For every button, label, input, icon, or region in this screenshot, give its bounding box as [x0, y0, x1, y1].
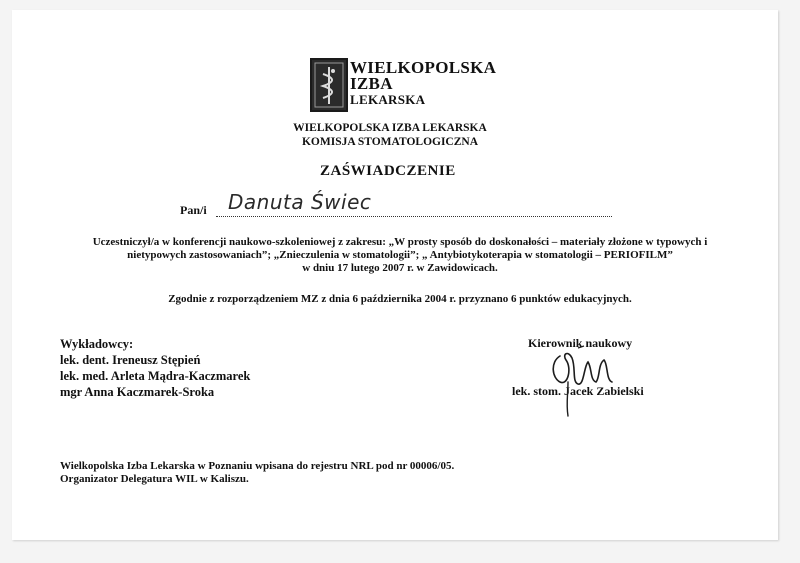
recipient-dotted-line — [216, 215, 612, 217]
footer-line-2: Organizator Delegatura WIL w Kaliszu. — [60, 473, 249, 485]
recipient-name-handwritten: Danuta Świec — [228, 190, 372, 214]
body-line-3: w dniu 17 lutego 2007 r. w Zawidowicach. — [302, 262, 498, 274]
document-title: ZAŚWIADCZENIE — [320, 163, 456, 179]
supervisor-heading: Kierownik naukowy — [528, 336, 633, 350]
body-line-1: Uczestniczył/a w konferencji naukowo-szkoleniowej z zakresu: „W prosty sposób do doskonałości – materiały złożone w typowych i — [92, 236, 708, 248]
logo-line-3: LEKARSKA — [350, 92, 426, 107]
chamber-logo-icon — [310, 58, 348, 112]
recipient-label: Pan/i — [180, 203, 207, 217]
signature-icon — [538, 338, 628, 428]
footer-block — [60, 460, 454, 486]
supervisor-name: lek. stom. Jacek Zabielski — [512, 384, 644, 398]
body-line-2: nietypowych zastosowaniach”; „Znieczulenia w stomatologii”; „ Antybiotykoterapia w stomatologii – PERIOFILM” — [127, 249, 673, 261]
lecturer-item: lek. dent. Ireneusz Stępień — [60, 353, 201, 367]
footer-line-1: Wielkopolska Izba Lekarska w Poznaniu wpisana do rejestru NRL pod nr 00006/05. — [60, 460, 455, 472]
chamber-logo-text — [350, 60, 496, 108]
lecturer-item: mgr Anna Kaczmarek-Sroka — [60, 385, 215, 399]
logo-line-2: IZBA — [350, 74, 393, 93]
header-line-2: KOMISJA STOMATOLOGICZNA — [301, 136, 479, 148]
points-statement: Zgodnie z rozporządzeniem MZ z dnia 6 października 2004 r. przyznano 6 punktów edukacyjnych. — [168, 293, 632, 305]
logo-line-1: WIELKOPOLSKA — [350, 58, 497, 77]
lecturers-heading: Wykładowcy: — [60, 337, 134, 351]
lecturers-block — [60, 336, 250, 400]
header-line-1: WIELKOPOLSKA IZBA LEKARSKA — [293, 122, 487, 134]
lecturer-item: lek. med. Arleta Mądra-Kaczmarek — [60, 369, 251, 383]
